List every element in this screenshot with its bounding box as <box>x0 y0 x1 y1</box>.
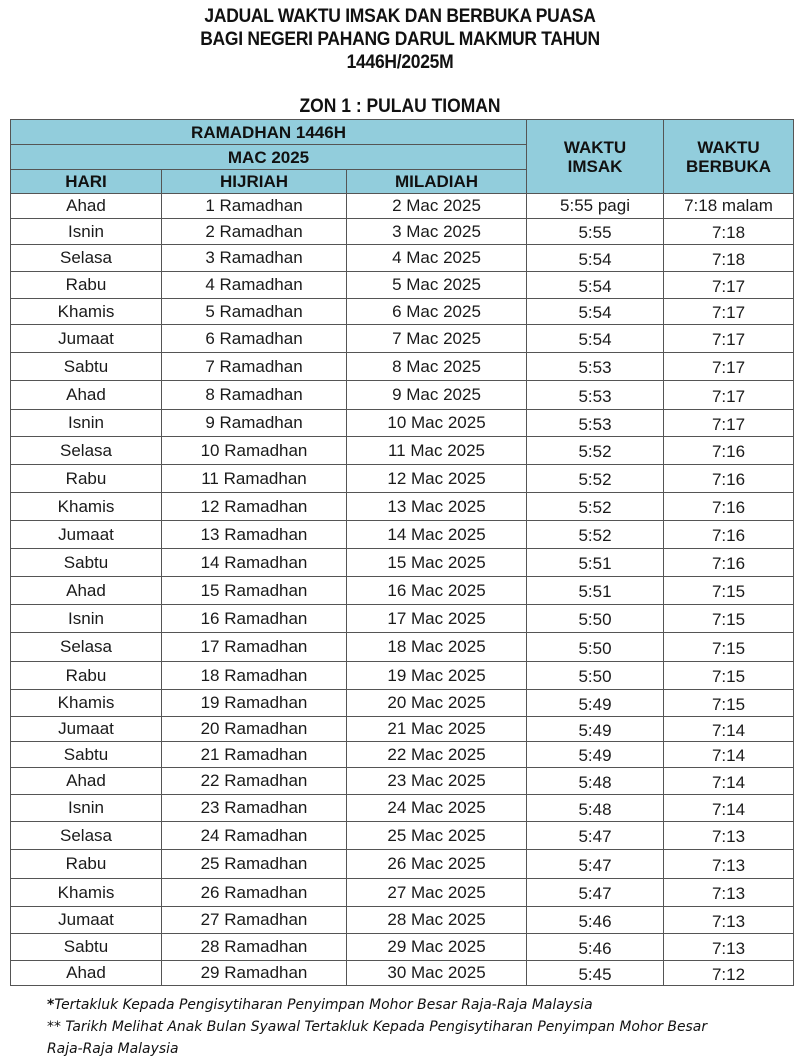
table-row <box>11 662 794 690</box>
cell-hari: Jumaat <box>11 717 162 742</box>
cell-imsak: 5:52 <box>527 493 664 521</box>
cell-berbuka: 7:17 <box>664 410 794 437</box>
cell-berbuka: 7:13 <box>664 907 794 934</box>
cell-hijriah: 13 Ramadhan <box>162 521 347 549</box>
cell-berbuka: 7:18 malam <box>664 194 794 219</box>
cell-hijriah: 20 Ramadhan <box>162 717 347 742</box>
cell-berbuka: 7:16 <box>664 437 794 465</box>
cell-berbuka: 7:15 <box>664 577 794 605</box>
cell-hijriah: 17 Ramadhan <box>162 633 347 662</box>
cell-hari: Khamis <box>11 690 162 717</box>
footnote-1-marker: * <box>47 997 55 1013</box>
cell-miladiah: 25 Mac 2025 <box>347 822 527 850</box>
header-waktu-imsak <box>527 120 664 194</box>
cell-hari: Jumaat <box>11 907 162 934</box>
cell-hijriah: 29 Ramadhan <box>162 961 347 986</box>
cell-hijriah: 11 Ramadhan <box>162 465 347 493</box>
cell-miladiah: 27 Mac 2025 <box>347 879 527 907</box>
cell-hijriah: 14 Ramadhan <box>162 549 347 577</box>
cell-imsak: 5:53 <box>527 353 664 381</box>
cell-berbuka: 7:14 <box>664 768 794 795</box>
cell-hari: Rabu <box>11 272 162 299</box>
cell-miladiah: 24 Mac 2025 <box>347 795 527 822</box>
table-row <box>11 961 794 986</box>
cell-hari: Ahad <box>11 577 162 605</box>
schedule-table <box>10 119 794 986</box>
cell-berbuka: 7:16 <box>664 493 794 521</box>
title-line-1: JADUAL WAKTU IMSAK DAN BERBUKA PUASA <box>204 6 596 27</box>
cell-berbuka: 7:16 <box>664 465 794 493</box>
table-row <box>11 272 794 299</box>
cell-imsak: 5:46 <box>527 934 664 961</box>
cell-imsak: 5:47 <box>527 879 664 907</box>
cell-miladiah: 7 Mac 2025 <box>347 325 527 353</box>
cell-hari: Isnin <box>11 605 162 633</box>
cell-hijriah: 3 Ramadhan <box>162 245 347 272</box>
cell-hijriah: 1 Ramadhan <box>162 194 347 219</box>
cell-miladiah: 6 Mac 2025 <box>347 299 527 325</box>
cell-berbuka: 7:17 <box>664 325 794 353</box>
table-row <box>11 381 794 410</box>
cell-hijriah: 9 Ramadhan <box>162 410 347 437</box>
cell-berbuka: 7:15 <box>664 633 794 662</box>
cell-berbuka: 7:13 <box>664 850 794 879</box>
cell-miladiah: 5 Mac 2025 <box>347 272 527 299</box>
cell-hari: Ahad <box>11 194 162 219</box>
cell-hari: Selasa <box>11 822 162 850</box>
cell-hijriah: 16 Ramadhan <box>162 605 347 633</box>
cell-hari: Selasa <box>11 437 162 465</box>
table-row <box>11 521 794 549</box>
header-waktu-berbuka <box>664 120 794 194</box>
cell-miladiah: 3 Mac 2025 <box>347 219 527 245</box>
cell-hijriah: 23 Ramadhan <box>162 795 347 822</box>
table-row <box>11 768 794 795</box>
cell-miladiah: 30 Mac 2025 <box>347 961 527 986</box>
cell-hari: Khamis <box>11 299 162 325</box>
cell-hari: Selasa <box>11 633 162 662</box>
cell-miladiah: 26 Mac 2025 <box>347 850 527 879</box>
cell-hari: Isnin <box>11 410 162 437</box>
footnotes <box>47 994 738 1060</box>
cell-berbuka: 7:12 <box>664 961 794 986</box>
cell-hijriah: 5 Ramadhan <box>162 299 347 325</box>
cell-berbuka: 7:16 <box>664 549 794 577</box>
cell-berbuka: 7:14 <box>664 795 794 822</box>
cell-imsak: 5:45 <box>527 961 664 986</box>
cell-hijriah: 19 Ramadhan <box>162 690 347 717</box>
cell-berbuka: 7:17 <box>664 381 794 410</box>
cell-berbuka: 7:13 <box>664 934 794 961</box>
cell-miladiah: 2 Mac 2025 <box>347 194 527 219</box>
cell-miladiah: 14 Mac 2025 <box>347 521 527 549</box>
cell-hari: Sabtu <box>11 934 162 961</box>
table-row <box>11 633 794 662</box>
cell-miladiah: 29 Mac 2025 <box>347 934 527 961</box>
cell-imsak: 5:51 <box>527 577 664 605</box>
table-header <box>11 120 794 194</box>
cell-berbuka: 7:15 <box>664 662 794 690</box>
header-berbuka-line1: WAKTU <box>697 137 760 157</box>
cell-imsak: 5:51 <box>527 549 664 577</box>
cell-berbuka: 7:13 <box>664 879 794 907</box>
cell-imsak: 5:50 <box>527 605 664 633</box>
cell-berbuka: 7:17 <box>664 272 794 299</box>
cell-hari: Ahad <box>11 768 162 795</box>
table-row <box>11 549 794 577</box>
cell-hijriah: 25 Ramadhan <box>162 850 347 879</box>
header-imsak-line1: WAKTU <box>563 137 627 157</box>
cell-imsak: 5:54 <box>527 299 664 325</box>
cell-hari: Sabtu <box>11 549 162 577</box>
footnote-1-text: Tertakluk Kepada Pengisytiharan Penyimpan Mohor Besar Raja-Raja Malaysia <box>54 997 593 1013</box>
table-row <box>11 219 794 245</box>
cell-hijriah: 22 Ramadhan <box>162 768 347 795</box>
cell-imsak: 5:50 <box>527 662 664 690</box>
header-berbuka-line2: BERBUKA <box>686 156 772 176</box>
cell-hari: Jumaat <box>11 521 162 549</box>
cell-miladiah: 4 Mac 2025 <box>347 245 527 272</box>
cell-berbuka: 7:15 <box>664 605 794 633</box>
header-ramadhan: RAMADHAN 1446H <box>11 120 527 145</box>
table-row <box>11 605 794 633</box>
cell-imsak: 5:55 <box>527 219 664 245</box>
cell-hari: Rabu <box>11 662 162 690</box>
cell-hijriah: 12 Ramadhan <box>162 493 347 521</box>
table-body <box>11 194 794 986</box>
footnote-1 <box>47 994 738 1016</box>
cell-hari: Ahad <box>11 961 162 986</box>
cell-hari: Isnin <box>11 219 162 245</box>
title-line-3: 1446H/2025M <box>346 52 454 73</box>
cell-hari: Sabtu <box>11 742 162 768</box>
cell-hijriah: 27 Ramadhan <box>162 907 347 934</box>
header-imsak-line2: IMSAK <box>567 156 623 176</box>
cell-hijriah: 15 Ramadhan <box>162 577 347 605</box>
cell-imsak: 5:49 <box>527 690 664 717</box>
cell-berbuka: 7:18 <box>664 219 794 245</box>
cell-berbuka: 7:14 <box>664 742 794 768</box>
cell-hijriah: 10 Ramadhan <box>162 437 347 465</box>
cell-berbuka: 7:17 <box>664 353 794 381</box>
table-row <box>11 879 794 907</box>
cell-miladiah: 19 Mac 2025 <box>347 662 527 690</box>
cell-imsak: 5:47 <box>527 850 664 879</box>
table-row <box>11 299 794 325</box>
title-line-2: BAGI NEGERI PAHANG DARUL MAKMUR TAHUN <box>200 29 600 50</box>
header-miladiah: MILADIAH <box>347 170 527 194</box>
cell-hari: Sabtu <box>11 353 162 381</box>
cell-miladiah: 21 Mac 2025 <box>347 717 527 742</box>
table-row <box>11 934 794 961</box>
table-row <box>11 245 794 272</box>
cell-imsak: 5:48 <box>527 768 664 795</box>
cell-imsak: 5:52 <box>527 465 664 493</box>
cell-berbuka: 7:14 <box>664 717 794 742</box>
cell-hijriah: 6 Ramadhan <box>162 325 347 353</box>
table-row <box>11 822 794 850</box>
cell-berbuka: 7:16 <box>664 521 794 549</box>
cell-imsak: 5:54 <box>527 325 664 353</box>
table-row <box>11 907 794 934</box>
header-hari: HARI <box>11 170 162 194</box>
cell-hari: Khamis <box>11 493 162 521</box>
table-row <box>11 353 794 381</box>
cell-hijriah: 24 Ramadhan <box>162 822 347 850</box>
table-row <box>11 325 794 353</box>
table-row <box>11 577 794 605</box>
cell-imsak: 5:48 <box>527 795 664 822</box>
table-row <box>11 795 794 822</box>
table-row <box>11 465 794 493</box>
cell-hari: Jumaat <box>11 325 162 353</box>
table-row <box>11 717 794 742</box>
header-hijriah: HIJRIAH <box>162 170 347 194</box>
table-row <box>11 194 794 219</box>
cell-miladiah: 12 Mac 2025 <box>347 465 527 493</box>
cell-hijriah: 4 Ramadhan <box>162 272 347 299</box>
cell-imsak: 5:46 <box>527 907 664 934</box>
cell-berbuka: 7:13 <box>664 822 794 850</box>
cell-berbuka: 7:18 <box>664 245 794 272</box>
cell-miladiah: 10 Mac 2025 <box>347 410 527 437</box>
cell-imsak: 5:49 <box>527 717 664 742</box>
cell-miladiah: 11 Mac 2025 <box>347 437 527 465</box>
cell-imsak: 5:47 <box>527 822 664 850</box>
footnote-2 <box>47 1016 738 1060</box>
cell-miladiah: 20 Mac 2025 <box>347 690 527 717</box>
table-row <box>11 742 794 768</box>
table-row <box>11 690 794 717</box>
cell-imsak: 5:54 <box>527 245 664 272</box>
cell-hijriah: 8 Ramadhan <box>162 381 347 410</box>
zone-heading: ZON 1 : PULAU TIOMAN <box>299 96 501 117</box>
cell-hari: Ahad <box>11 381 162 410</box>
cell-miladiah: 15 Mac 2025 <box>347 549 527 577</box>
table-row <box>11 850 794 879</box>
cell-hijriah: 18 Ramadhan <box>162 662 347 690</box>
cell-miladiah: 18 Mac 2025 <box>347 633 527 662</box>
cell-miladiah: 9 Mac 2025 <box>347 381 527 410</box>
cell-miladiah: 16 Mac 2025 <box>347 577 527 605</box>
cell-miladiah: 13 Mac 2025 <box>347 493 527 521</box>
cell-imsak: 5:54 <box>527 272 664 299</box>
cell-imsak: 5:52 <box>527 437 664 465</box>
cell-miladiah: 23 Mac 2025 <box>347 768 527 795</box>
cell-miladiah: 17 Mac 2025 <box>347 605 527 633</box>
cell-hari: Rabu <box>11 850 162 879</box>
cell-imsak: 5:52 <box>527 521 664 549</box>
cell-hijriah: 28 Ramadhan <box>162 934 347 961</box>
cell-berbuka: 7:15 <box>664 690 794 717</box>
cell-imsak: 5:53 <box>527 410 664 437</box>
cell-hijriah: 7 Ramadhan <box>162 353 347 381</box>
cell-hari: Selasa <box>11 245 162 272</box>
cell-hijriah: 21 Ramadhan <box>162 742 347 768</box>
footnote-2-text: Tarikh Melihat Anak Bulan Syawal Tertakluk Kepada Pengisytiharan Penyimpan Mohor Besar Raja-Raja Malaysia <box>47 1019 708 1057</box>
footnote-2-marker: ** <box>47 1019 61 1035</box>
cell-imsak: 5:53 <box>527 381 664 410</box>
cell-imsak: 5:49 <box>527 742 664 768</box>
cell-miladiah: 22 Mac 2025 <box>347 742 527 768</box>
cell-berbuka: 7:17 <box>664 299 794 325</box>
cell-hari: Rabu <box>11 465 162 493</box>
cell-hari: Isnin <box>11 795 162 822</box>
cell-imsak: 5:50 <box>527 633 664 662</box>
table-row <box>11 493 794 521</box>
cell-hijriah: 2 Ramadhan <box>162 219 347 245</box>
cell-miladiah: 8 Mac 2025 <box>347 353 527 381</box>
cell-imsak: 5:55 pagi <box>527 194 664 219</box>
document-title <box>32 5 768 74</box>
table-row <box>11 410 794 437</box>
cell-miladiah: 28 Mac 2025 <box>347 907 527 934</box>
cell-hari: Khamis <box>11 879 162 907</box>
header-month: MAC 2025 <box>11 145 527 170</box>
cell-hijriah: 26 Ramadhan <box>162 879 347 907</box>
table-row <box>11 437 794 465</box>
